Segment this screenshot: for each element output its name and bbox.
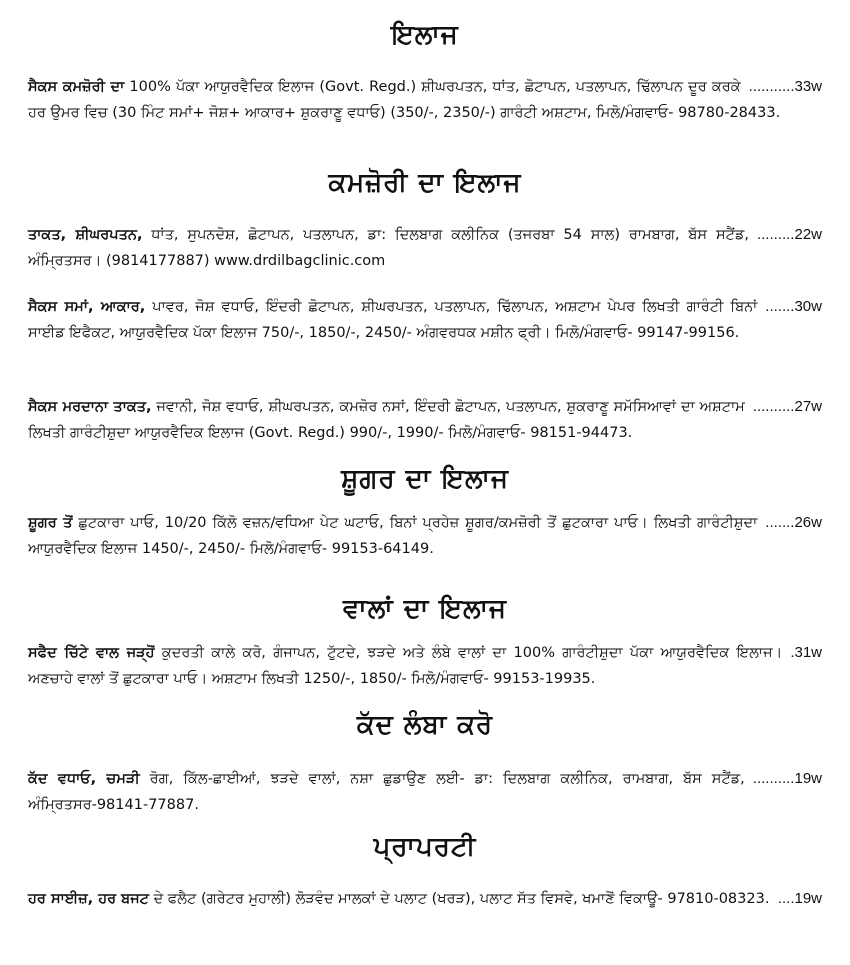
ad-lead: ਸੈਕਸ ਮਰਦਾਨਾ ਤਾਕਤ, (28, 399, 152, 415)
ad-lead: ਤਾਕਤ, ਸ਼ੀਘਰਪਤਨ, (28, 227, 143, 243)
ad-code: ..........27w (752, 398, 822, 415)
section-heading-sugar-treatment: ਸ਼ੂਗਰ ਦਾ ਇਲਾਜ (341, 464, 509, 494)
ad-text: ਪਾਵਰ, ਜੋਸ਼ ਵਧਾਓ, ਇੰਦਰੀ ਛੋਟਾਪਨ, ਸ਼ੀਘਰਪਤਨ, ਪਤਲਾਪਨ, ਢਿੱਲਾਪਨ, ਅਸ਼ਟਾਮ ਪੇਪਰ ਲਿਖਤੀ ਗਾਰੰਟੀ ਬਿਨਾਂ ਸਾਈਡ ਇਫੈਕਟ, ਆਯੁਰਵੈਦਿਕ ਪੱਕਾ ਇਲਾਜ 750/-, 1850/-, 2450/- ਅੰਗਵਰਧਕ ਮਸ਼ੀਨ ਫ੍ਰੀ। ਮਿਲੋ/ਮੰਗਵਾਓ- 99147-99156. (28, 299, 758, 341)
ad-code: ..........19w (752, 770, 822, 787)
ad-code: .......30w (765, 298, 822, 315)
ad-hair (28, 640, 822, 692)
ad-height (28, 766, 822, 818)
section-heading-hair-treatment: ਵਾਲਾਂ ਦਾ ਇਲਾਜ (343, 594, 507, 624)
ad-lead: ਕੱਦ ਵਧਾਓ, ਚਮੜੀ (28, 771, 140, 787)
ad-sex-time-size (28, 294, 822, 346)
ad-code: .31w (790, 644, 822, 661)
ad-text: ਰੋਗ, ਕਿੱਲ-ਛਾਈਆਂ, ਝੜਦੇ ਵਾਲਾਂ, ਨਸ਼ਾ ਛੁਡਾਉਣ ਲਈ- ਡਾ: ਦਿਲਬਾਗ ਕਲੀਨਿਕ, ਰਾਮਬਾਗ, ਬੱਸ ਸਟੈਂਡ, ਅੰਮ੍ਰਿਤਸਰ-98141-77887. (28, 771, 745, 813)
section-heading-property: ਪ੍ਰਾਪਰਟੀ (373, 832, 477, 862)
ad-sex-weakness (28, 74, 822, 126)
ad-property (28, 886, 822, 912)
ad-text: ਦੇ ਫਲੈਟ (ਗਰੇਟਰ ਮੁਹਾਲੀ) ਲੋੜਵੰਦ ਮਾਲਕਾਂ ਦੇ ਪਲਾਟ (ਖਰੜ), ਪਲਾਟ ਸੱਤ ਵਿਸਵੇ, ਖਮਾਣੋਂ ਵਿਕਾਊ- 97810-08323. (148, 891, 770, 907)
ad-sugar (28, 510, 822, 562)
ad-lead: ਸਫੈਦ ਚਿੱਟੇ ਵਾਲ ਜੜ੍ਹੋਂ (28, 645, 155, 661)
ad-code: .......26w (765, 514, 822, 531)
ad-text: ਕੁਦਰਤੀ ਕਾਲੇ ਕਰੋ, ਗੰਜਾਪਨ, ਟੁੱਟਦੇ, ਝੜਦੇ ਅਤੇ ਲੰਬੇ ਵਾਲਾਂ ਦਾ 100% ਗਾਰੰਟੀਸ਼ੁਦਾ ਪੱਕਾ ਆਯੁਰਵੈਦਿਕ ਇਲਾਜ। ਅਣਚਾਹੇ ਵਾਲਾਂ ਤੋਂ ਛੁਟਕਾਰਾ ਪਾਓ। ਅਸ਼ਟਾਮ ਲਿਖਤੀ 1250/-, 1850/- ਮਿਲੋ/ਮੰਗਵਾਓ- 99153-19935. (28, 645, 783, 687)
ad-lead: ਸੈਕਸ ਸਮਾਂ, ਆਕਾਰ, (28, 299, 146, 315)
ad-text: ਜਵਾਨੀ, ਜੋਸ਼ ਵਧਾਓ, ਸ਼ੀਘਰਪਤਨ, ਕਮਜ਼ੋਰ ਨਸਾਂ, ਇੰਦਰੀ ਛੋਟਾਪਨ, ਪਤਲਾਪਨ, ਸ਼ੁਕਰਾਣੂ ਸਮੱਸਿਆਵਾਂ ਦਾ ਅਸ਼ਟਾਮ ਲਿਖਤੀ ਗਾਰੰਟੀਸ਼ੁਦਾ ਆਯੁਰਵੈਦਿਕ ਇਲਾਜ (Govt. Regd.) 990/-, 1990/- ਮਿਲੋ/ਮੰਗਵਾਓ- 98151-94473. (28, 399, 745, 441)
ad-dilbag-clinic (28, 222, 822, 274)
ad-code: ....19w (777, 890, 822, 907)
classifieds-page (28, 0, 822, 965)
section-heading-increase-height: ਕੱਦ ਲੰਬਾ ਕਰੋ (356, 710, 494, 740)
ad-lead: ਹਰ ਸਾਈਜ਼, ਹਰ ਬਜਟ (28, 891, 149, 907)
ad-male-power (28, 394, 822, 446)
ad-text: ਛੁਟਕਾਰਾ ਪਾਓ, 10/20 ਕਿੱਲੋ ਵਜ਼ਨ/ਵਧਿਆ ਪੇਟ ਘਟਾਓ, ਬਿਨਾਂ ਪ੍ਰਹੇਜ਼ ਸ਼ੂਗਰ/ਕਮਜ਼ੋਰੀ ਤੋਂ ਛੁਟਕਾਰਾ ਪਾਓ। ਲਿਖਤੀ ਗਾਰੰਟੀਸ਼ੁਦਾ ਆਯੁਰਵੈਦਿਕ ਇਲਾਜ 1450/-, 2450/- ਮਿਲੋ/ਮੰਗਵਾਓ- 99153-64149. (28, 515, 758, 557)
ad-lead: ਸ਼ੂਗਰ ਤੋਂ (28, 515, 73, 531)
section-heading-treatment: ਇਲਾਜ (391, 20, 459, 50)
ad-lead: ਸੈਕਸ ਕਮਜ਼ੋਰੀ ਦਾ (28, 79, 125, 95)
ad-code: .........22w (756, 226, 822, 243)
section-heading-weakness-treatment: ਕਮਜ਼ੋਰੀ ਦਾ ਇਲਾਜ (328, 168, 522, 198)
ad-code: ...........33w (748, 78, 822, 95)
ad-text: 100% ਪੱਕਾ ਆਯੁਰਵੈਦਿਕ ਇਲਾਜ (Govt. Regd.) ਸ਼ੀਘਰਪਤਨ, ਧਾਂਤ, ਛੋਟਾਪਨ, ਪਤਲਾਪਨ, ਢਿੱਲਾਪਨ ਦੂਰ ਕਰਕੇ ਹਰ ਉਮਰ ਵਿਚ (30 ਮਿੰਟ ਸਮਾਂ+ ਜੋਸ਼+ ਆਕਾਰ+ ਸ਼ੁਕਰਾਣੂ ਵਧਾਓ) (350/-, 2350/-) ਗਾਰੰਟੀ ਅਸ਼ਟਾਮ, ਮਿਲੋ/ਮੰਗਵਾਓ- 98780-28433. (28, 79, 781, 121)
ad-text: ਧਾਂਤ, ਸੁਪਨਦੋਸ਼, ਛੋਟਾਪਨ, ਪਤਲਾਪਨ, ਡਾ: ਦਿਲਬਾਗ ਕਲੀਨਿਕ (ਤਜਰਬਾ 54 ਸਾਲ) ਰਾਮਬਾਗ, ਬੱਸ ਸਟੈਂਡ, ਅੰਮ੍ਰਿਤਸਰ। (9814177887) www.drdilbagclinic.com (28, 227, 749, 269)
